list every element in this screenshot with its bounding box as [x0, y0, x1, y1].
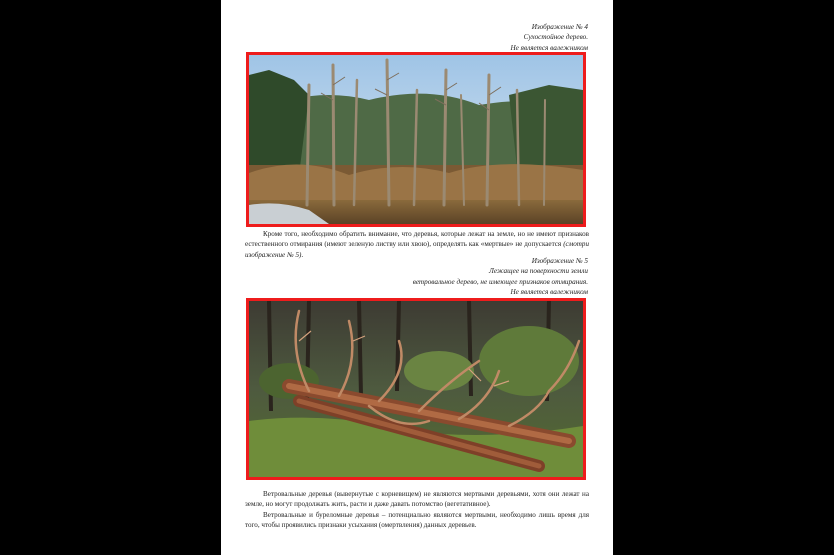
paragraph1-text: Кроме того, необходимо обратить внимание, что деревья, которые лежат на земле, но не имеют признаков естественного отмирания (имеют зеленую листву или хвою), определять как «мертвые» не допускается: [245, 230, 589, 249]
figure5-title: Лежащее на поверхности земли: [489, 267, 588, 276]
figure4-title: Сухостойное дерево.: [523, 33, 588, 42]
figure4-caption: [510, 22, 588, 53]
paragraph3-text: Ветровальные и буреломные деревья – потенциально являются мертвыми, необходимо лишь время для того, чтобы проявились признаки усыхания (омертвления) данных деревьев.: [245, 511, 589, 530]
paragraph-windbreak-trees: [245, 510, 589, 531]
figure5-number: Изображение № 5: [531, 257, 588, 265]
dead-trees-illustration: [249, 55, 583, 224]
document-page: [221, 0, 613, 555]
paragraph1-reference: (смотри изображение № 5): [245, 240, 589, 259]
photo-windfallen-trees: [246, 298, 586, 480]
windfall-illustration: [249, 301, 583, 477]
paragraph2-text: Ветровальные деревья (вывернутые с корневищем) не являются мертвыми деревьями, хотя они лежат на земле, но могут продолжать жить, расти и даже давать потомство (вегетативное).: [245, 490, 589, 509]
paragraph1-end: .: [301, 250, 304, 259]
figure5-caption: [413, 256, 588, 297]
paragraph-windfallen-trees: [245, 489, 589, 510]
figure4-number: Изображение № 4: [531, 23, 588, 31]
figure5-description: ветровальное дерево, не имеющее признаков отмирания.: [412, 277, 588, 286]
figure4-note: Не является валежником: [510, 43, 588, 52]
photo-dead-standing-trees: [246, 52, 586, 227]
figure5-note: Не является валежником: [510, 287, 588, 296]
